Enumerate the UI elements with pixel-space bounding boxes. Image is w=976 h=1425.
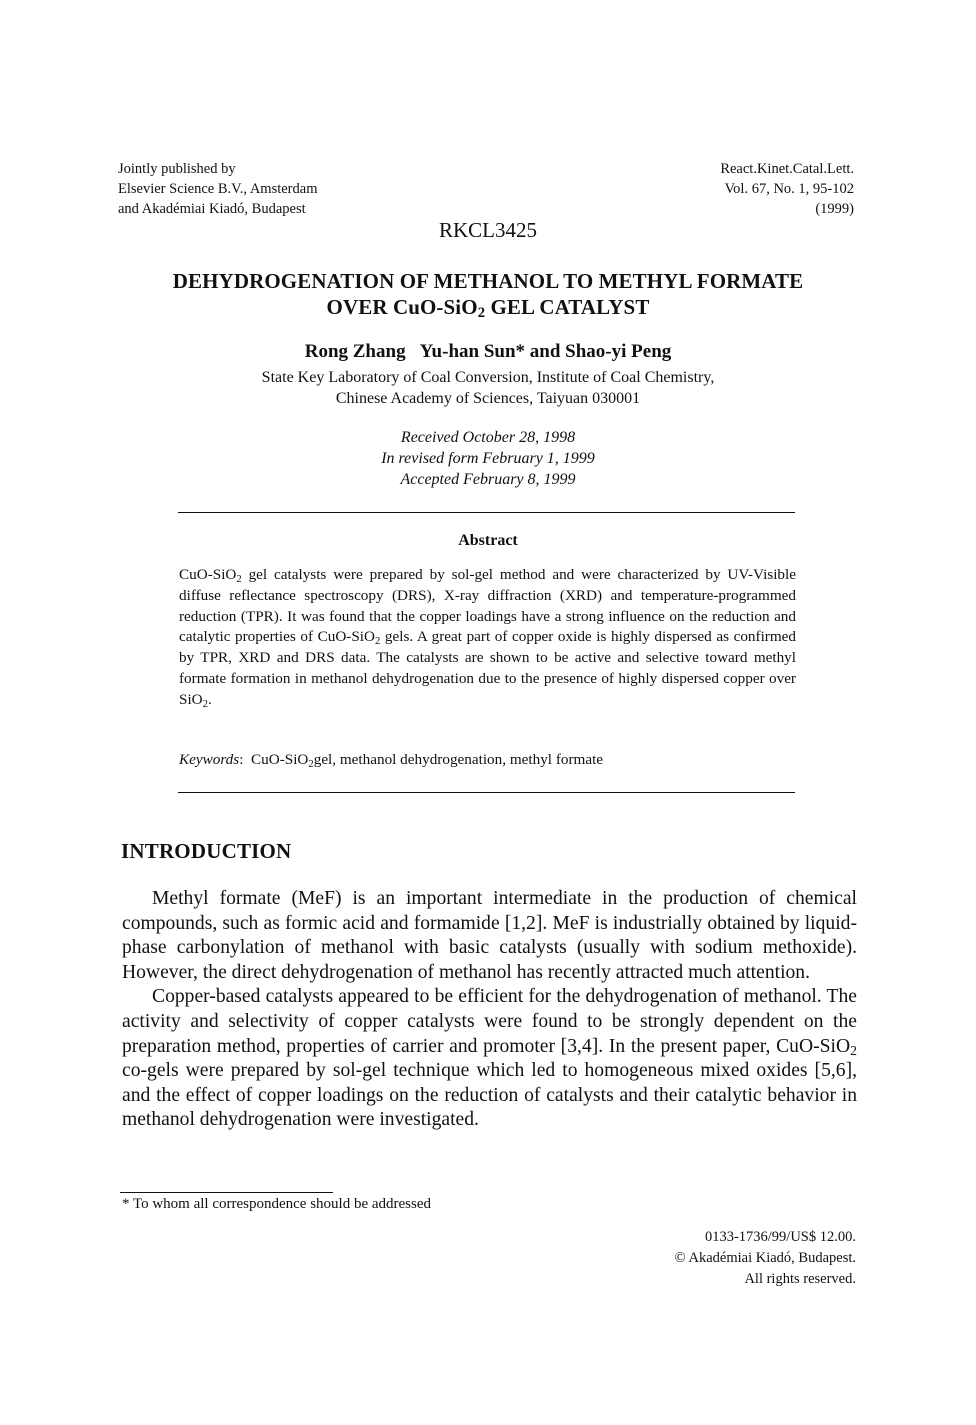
title-line-1: DEHYDROGENATION OF METHANOL TO METHYL FORMATE	[172, 269, 804, 293]
accepted-date: Accepted February 8, 1999	[400, 471, 576, 488]
footnote-rule	[120, 1192, 333, 1193]
abstract-body: CuO-SiO$_2$ gel catalysts were prepared by sol-gel method and were characterized by UV-Visible diffuse reflectance spectroscopy (DRS), X-ray diffraction (XRD) and temperature-programmed reduction (TPR). It was found that the copper loadings have a strong influence on the reduction and catalytic properties of CuO-SiO$_2$ gels. A great part of copper oxide is highly dispersed as confirmed by TPR, XRD and DRS data. The catalysts are shown to be active and selective toward methyl formate formation in methanol dehydrogenation due to the presence of highly dispersed copper over SiO$_2$.	[179, 566, 796, 710]
publisher-line: Jointly published by	[118, 161, 236, 177]
paragraph: Methyl formate (MeF) is an important intermediate in the production of chemical compounds, such as formic acid and formamide [1,2]. MeF is industrially obtained by liquid-phase carbonylation of methanol with basic catalysts (usually with sodium methoxide). However, the direct dehydrogenation of methanol has recently attracted much attention.	[122, 888, 857, 983]
introduction-body	[122, 887, 857, 1133]
journal-line: Vol. 67, No. 1, 95-102	[724, 181, 854, 197]
title-line-2: OVER CuO-SiO$_2$ GEL CATALYST	[326, 295, 650, 321]
author-names: Yu-han Sun* and Shao-yi Peng	[419, 341, 672, 362]
author-name: Rong Zhang	[304, 341, 406, 362]
abstract-heading: Abstract	[458, 532, 518, 549]
paragraph: Copper-based catalysts appeared to be efficient for the dehydrogenation of methanol. The activity and selectivity of copper catalysts were found to be strongly dependent on the preparation method, properties of carrier and promoter [3,4]. In the present paper, CuO-SiO$_2$ co-gels were prepared by sol-gel technique which led to homogeneous mixed oxides [5,6], and the effect of copper loadings on the reduction of catalysts and their catalytic behavior in methanol dehydrogenation were investigated.	[122, 986, 857, 1131]
journal-line: (1999)	[815, 201, 854, 217]
journal-citation	[720, 159, 854, 219]
publisher-line: Elsevier Science B.V., Amsterdam	[118, 181, 318, 197]
keywords: Keywords: CuO-SiO$_2$gel, methanol dehydrogenation, methyl formate	[179, 751, 604, 770]
submission-dates	[0, 427, 976, 490]
abstract-bottom-rule	[178, 792, 795, 793]
abstract-top-rule	[178, 512, 795, 513]
journal-line: React.Kinet.Catal.Lett.	[720, 161, 854, 177]
author-list	[0, 341, 976, 363]
article-code: RKCL3425	[438, 218, 537, 242]
section-heading-introduction: INTRODUCTION	[121, 839, 292, 863]
copyright-block: 0133-1736/99/US$ 12.00. © Akadémiai Kiadó, Budapest. All rights reserved.	[674, 1229, 856, 1287]
footnote: * To whom all correspondence should be addressed	[122, 1196, 432, 1212]
keywords-label: Keywords	[179, 751, 240, 768]
publisher-line: and Akadémiai Kiadó, Budapest	[118, 201, 306, 217]
paper-title	[100, 268, 876, 320]
revised-date: In revised form February 1, 1999	[381, 450, 595, 467]
publisher-info	[118, 159, 317, 219]
received-date: Received October 28, 1998	[400, 429, 576, 446]
affiliation: State Key Laboratory of Coal Conversion, Institute of Coal Chemistry, Chinese Academy of Sciences, Taiyuan 030001	[261, 369, 715, 407]
